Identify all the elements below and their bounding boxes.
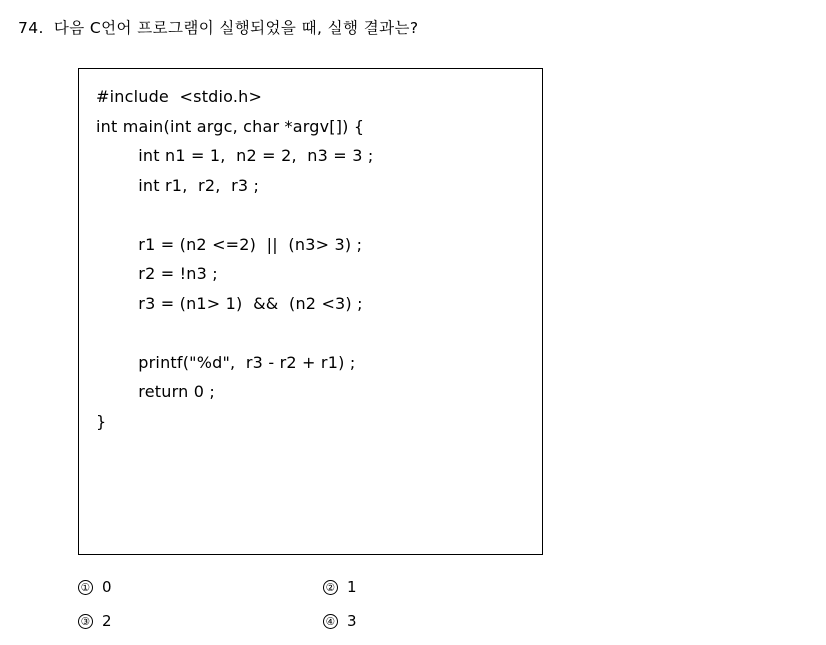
choice-label: 1: [347, 578, 357, 596]
code-line: r3 = (n1> 1) && (n2 <3) ;: [96, 293, 363, 313]
choice-marker-icon: ④: [323, 614, 338, 629]
code-line-blank: [96, 200, 534, 230]
code-line: return 0 ;: [96, 382, 215, 401]
question-number: 74.: [18, 19, 44, 37]
code-line: printf("%d", r3 - r2 + r1) ;: [96, 352, 356, 372]
choice-option-2[interactable]: [323, 578, 357, 596]
choice-row: [78, 604, 638, 638]
code-line: int r1, r2, r3 ;: [96, 175, 260, 195]
choice-list: [78, 570, 638, 638]
question-header: [18, 16, 418, 38]
code-line-blank: [96, 318, 534, 348]
code-line: }: [96, 411, 107, 431]
choice-option-1[interactable]: [78, 578, 323, 596]
code-lines: [96, 82, 534, 436]
code-line: int n1 = 1, n2 = 2, n3 = 3 ;: [96, 146, 374, 165]
code-block: [78, 68, 543, 555]
choice-option-3[interactable]: [78, 612, 323, 630]
question-text: 다음 C언어 프로그램이 실행되었을 때, 실행 결과는?: [53, 19, 419, 37]
code-line: r2 = !n3 ;: [96, 264, 218, 283]
choice-label: 2: [102, 612, 112, 630]
choice-label: 0: [102, 578, 112, 596]
choice-row: [78, 570, 638, 604]
choice-marker-icon: ②: [323, 580, 338, 595]
choice-label: 3: [347, 612, 357, 630]
code-line: #include <stdio.h>: [96, 87, 263, 106]
choice-option-4[interactable]: [323, 612, 357, 630]
choice-marker-icon: ③: [78, 614, 93, 629]
code-line: int main(int argc, char *argv[]) {: [96, 116, 365, 136]
code-line: r1 = (n2 <=2) || (n3> 3) ;: [96, 234, 363, 254]
choice-marker-icon: ①: [78, 580, 93, 595]
